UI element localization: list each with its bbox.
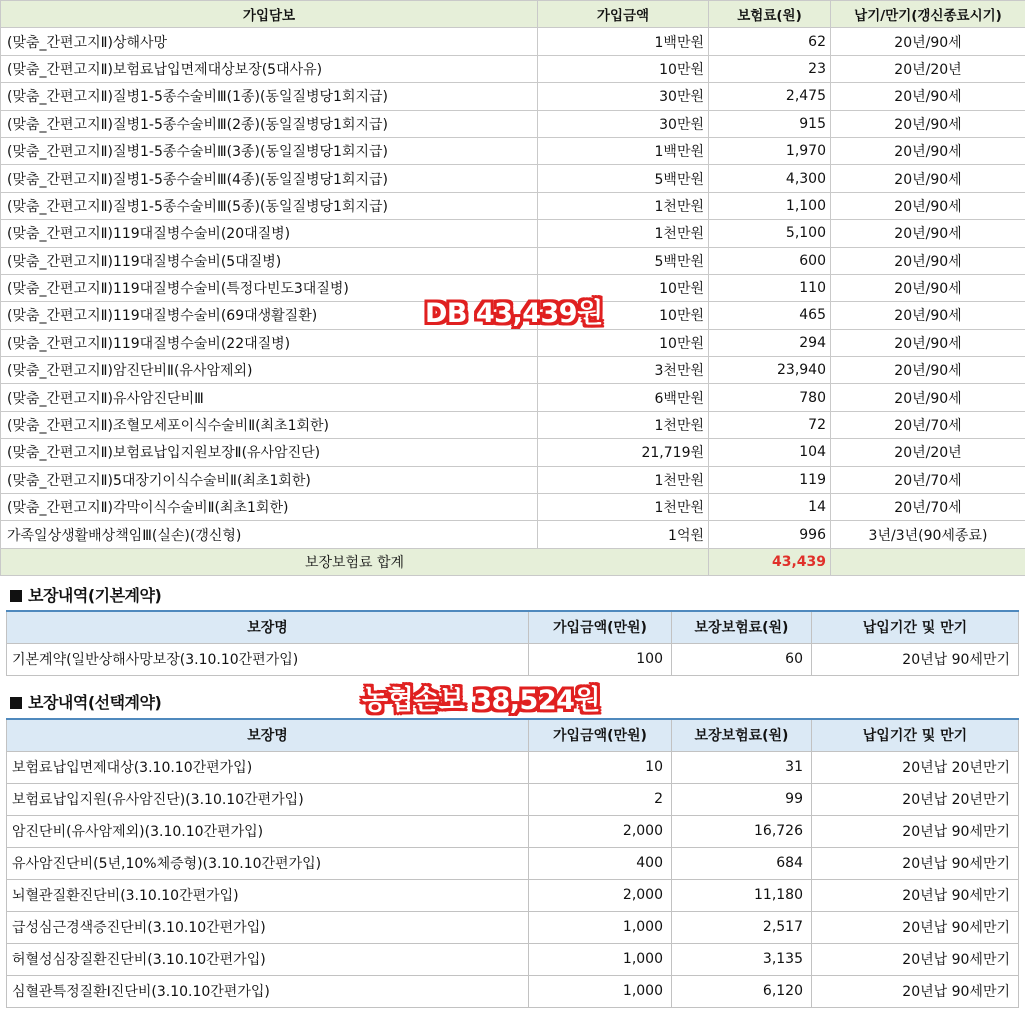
- coverage-name: 기본계약(일반상해사망보장(3.10.10간편가입): [7, 643, 529, 675]
- table-row: [1, 55, 1025, 82]
- table-row: [7, 847, 1019, 879]
- nh-optional-table: [6, 718, 1019, 1008]
- coverage-name: (맞춤_간편고지Ⅱ)각막이식수술비Ⅱ(최초1회한): [1, 494, 538, 521]
- coverage-term: 20년납 90세만기: [812, 815, 1019, 847]
- coverage-term: 20년납 90세만기: [812, 943, 1019, 975]
- coverage-term: 20년/70세: [831, 494, 1025, 521]
- coverage-amount: 21,719원: [538, 439, 709, 466]
- coverage-name: (맞춤_간편고지Ⅱ)보험료납입면제대상보장(5대사유): [1, 55, 538, 82]
- coverage-premium: 23,940: [709, 357, 831, 384]
- coverage-term: 20년/90세: [831, 83, 1025, 110]
- coverage-term: 20년납 90세만기: [812, 911, 1019, 943]
- coverage-amount: 6백만원: [538, 384, 709, 411]
- table-row: [1, 329, 1025, 356]
- coverage-amount: 2,000: [529, 879, 672, 911]
- square-bullet-icon: [10, 697, 22, 709]
- coverage-premium: 31: [672, 751, 812, 783]
- coverage-term: 20년/20년: [831, 439, 1025, 466]
- coverage-amount: 1천만원: [538, 220, 709, 247]
- coverage-amount: 3천만원: [538, 357, 709, 384]
- table-row: [1, 220, 1025, 247]
- coverage-term: 20년/90세: [831, 247, 1025, 274]
- table-row: [7, 911, 1019, 943]
- db-header-amount: 가입금액: [538, 1, 709, 28]
- table-row: [1, 83, 1025, 110]
- coverage-premium: 600: [709, 247, 831, 274]
- coverage-term: 20년납 90세만기: [812, 879, 1019, 911]
- table-row: [1, 411, 1025, 438]
- coverage-name: (맞춤_간편고지Ⅱ)119대질병수술비(5대질병): [1, 247, 538, 274]
- coverage-name: 암진단비(유사암제외)(3.10.10간편가입): [7, 815, 529, 847]
- total-empty-cell: [831, 548, 1025, 575]
- coverage-name: (맞춤_간편고지Ⅱ)질병1-5종수술비Ⅲ(4종)(동일질병당1회지급): [1, 165, 538, 192]
- coverage-premium: 5,100: [709, 220, 831, 247]
- square-bullet-icon: [10, 590, 22, 602]
- coverage-amount: 1,000: [529, 943, 672, 975]
- coverage-name: (맞춤_간편고지Ⅱ)5대장기이식수술비Ⅱ(최초1회한): [1, 466, 538, 493]
- table-row: [7, 943, 1019, 975]
- coverage-term: 20년/90세: [831, 28, 1025, 55]
- nh-basic-header-amount: 가입금액(만원): [529, 611, 672, 643]
- coverage-amount: 2,000: [529, 815, 672, 847]
- nh-basic-table: [6, 610, 1019, 676]
- coverage-name: 허혈성심장질환진단비(3.10.10간편가입): [7, 943, 529, 975]
- coverage-amount: 1백만원: [538, 137, 709, 164]
- db-header-row: [1, 1, 1025, 28]
- coverage-name: (맞춤_간편고지Ⅱ)질병1-5종수술비Ⅲ(2종)(동일질병당1회지급): [1, 110, 538, 137]
- coverage-amount: 1,000: [529, 911, 672, 943]
- coverage-amount: 400: [529, 847, 672, 879]
- coverage-premium: 915: [709, 110, 831, 137]
- coverage-term: 20년/90세: [831, 384, 1025, 411]
- table-row: [7, 643, 1019, 675]
- coverage-name: (맞춤_간편고지Ⅱ)질병1-5종수술비Ⅲ(3종)(동일질병당1회지급): [1, 137, 538, 164]
- table-row: [1, 247, 1025, 274]
- table-row: [7, 783, 1019, 815]
- nh-optional-header-term: 납입기간 및 만기: [812, 719, 1019, 751]
- coverage-premium: 294: [709, 329, 831, 356]
- coverage-name: (맞춤_간편고지Ⅱ)조혈모세포이식수술비Ⅱ(최초1회한): [1, 411, 538, 438]
- db-header-term: 납기/만기(갱신종료시기): [831, 1, 1025, 28]
- coverage-term: 20년/70세: [831, 411, 1025, 438]
- coverage-name: 급성심근경색증진단비(3.10.10간편가입): [7, 911, 529, 943]
- coverage-name: (맞춤_간편고지Ⅱ)암진단비Ⅱ(유사암제외): [1, 357, 538, 384]
- coverage-name: 가족일상생활배상책임Ⅲ(실손)(갱신형): [1, 521, 538, 548]
- coverage-premium: 3,135: [672, 943, 812, 975]
- coverage-premium: 23: [709, 55, 831, 82]
- table-row: [7, 751, 1019, 783]
- db-header-coverage: 가입담보: [1, 1, 538, 28]
- coverage-term: 20년/90세: [831, 329, 1025, 356]
- coverage-premium: 14: [709, 494, 831, 521]
- coverage-amount: 1천만원: [538, 494, 709, 521]
- table-row: [1, 165, 1025, 192]
- coverage-name: (맞춤_간편고지Ⅱ)119대질병수술비(22대질병): [1, 329, 538, 356]
- coverage-premium: 16,726: [672, 815, 812, 847]
- table-row: [7, 815, 1019, 847]
- coverage-term: 20년/90세: [831, 357, 1025, 384]
- nh-optional-header-row: [7, 719, 1019, 751]
- coverage-term: 20년납 90세만기: [812, 847, 1019, 879]
- coverage-term: 20년납 20년만기: [812, 783, 1019, 815]
- table-row: [1, 466, 1025, 493]
- coverage-premium: 110: [709, 274, 831, 301]
- table-row: [1, 439, 1025, 466]
- coverage-premium: 780: [709, 384, 831, 411]
- table-row: [1, 137, 1025, 164]
- coverage-term: 3년/3년(90세종료): [831, 521, 1025, 548]
- coverage-premium: 2,475: [709, 83, 831, 110]
- nh-basic-header-premium: 보장보험료(원): [672, 611, 812, 643]
- coverage-amount: 10만원: [538, 55, 709, 82]
- coverage-term: 20년/90세: [831, 110, 1025, 137]
- coverage-name: 유사암진단비(5년,10%체증형)(3.10.10간편가입): [7, 847, 529, 879]
- section-title-basic: 보장내역(기본계약): [10, 583, 161, 606]
- coverage-amount: 1,000: [529, 975, 672, 1007]
- coverage-term: 20년/90세: [831, 165, 1025, 192]
- table-row: [1, 357, 1025, 384]
- coverage-premium: 4,300: [709, 165, 831, 192]
- coverage-premium: 99: [672, 783, 812, 815]
- coverage-term: 20년/90세: [831, 220, 1025, 247]
- coverage-amount: 1백만원: [538, 28, 709, 55]
- coverage-premium: 6,120: [672, 975, 812, 1007]
- coverage-name: 뇌혈관질환진단비(3.10.10간편가입): [7, 879, 529, 911]
- coverage-premium: 996: [709, 521, 831, 548]
- coverage-amount: 100: [529, 643, 672, 675]
- coverage-premium: 2,517: [672, 911, 812, 943]
- table-row: [1, 521, 1025, 548]
- coverage-premium: 104: [709, 439, 831, 466]
- coverage-name: (맞춤_간편고지Ⅱ)보험료납입지원보장Ⅱ(유사암진단): [1, 439, 538, 466]
- table-row: [1, 28, 1025, 55]
- table-row: [1, 110, 1025, 137]
- coverage-name: (맞춤_간편고지Ⅱ)119대질병수술비(20대질병): [1, 220, 538, 247]
- coverage-premium: 1,100: [709, 192, 831, 219]
- coverage-amount: 10만원: [538, 274, 709, 301]
- coverage-name: (맞춤_간편고지Ⅱ)질병1-5종수술비Ⅲ(5종)(동일질병당1회지급): [1, 192, 538, 219]
- nh-total-overlay-label: 농협손보 38,524원: [362, 685, 600, 716]
- coverage-amount: 30만원: [538, 110, 709, 137]
- coverage-name: 심혈관특정질환Ⅰ진단비(3.10.10간편가입): [7, 975, 529, 1007]
- coverage-amount: 1천만원: [538, 466, 709, 493]
- nh-optional-header-premium: 보장보험료(원): [672, 719, 812, 751]
- nh-optional-table-body: [7, 751, 1019, 1007]
- coverage-name: (맞춤_간편고지Ⅱ)유사암진단비Ⅲ: [1, 384, 538, 411]
- db-total-overlay-label: DB 43,439원: [425, 298, 603, 329]
- coverage-amount: 1천만원: [538, 192, 709, 219]
- coverage-name: (맞춤_간편고지Ⅱ)119대질병수술비(특정다빈도3대질병): [1, 274, 538, 301]
- coverage-amount: 30만원: [538, 83, 709, 110]
- table-row: [1, 384, 1025, 411]
- table-row: [1, 494, 1025, 521]
- coverage-name: 보험료납입면제대상(3.10.10간편가입): [7, 751, 529, 783]
- coverage-amount: 2: [529, 783, 672, 815]
- coverage-premium: 465: [709, 302, 831, 329]
- coverage-term: 20년납 20년만기: [812, 751, 1019, 783]
- coverage-term: 20년/20년: [831, 55, 1025, 82]
- coverage-name: (맞춤_간편고지Ⅱ)상해사망: [1, 28, 538, 55]
- nh-basic-header-term: 납입기간 및 만기: [812, 611, 1019, 643]
- section-title-optional: 보장내역(선택계약): [10, 690, 161, 713]
- coverage-name: (맞춤_간편고지Ⅱ)119대질병수술비(69대생활질환): [1, 302, 538, 329]
- coverage-amount: 10: [529, 751, 672, 783]
- coverage-amount: 1억원: [538, 521, 709, 548]
- coverage-premium: 11,180: [672, 879, 812, 911]
- coverage-term: 20년/70세: [831, 466, 1025, 493]
- coverage-term: 20년/90세: [831, 302, 1025, 329]
- nh-basic-table-body: [7, 643, 1019, 675]
- coverage-amount: 10만원: [538, 302, 709, 329]
- table-row: [7, 879, 1019, 911]
- coverage-term: 20년납 90세만기: [812, 975, 1019, 1007]
- coverage-premium: 684: [672, 847, 812, 879]
- coverage-name: 보험료납입지원(유사암진단)(3.10.10간편가입): [7, 783, 529, 815]
- coverage-term: 20년/90세: [831, 274, 1025, 301]
- coverage-amount: 10만원: [538, 329, 709, 356]
- table-row: [1, 192, 1025, 219]
- nh-optional-header-amount: 가입금액(만원): [529, 719, 672, 751]
- coverage-term: 20년납 90세만기: [812, 643, 1019, 675]
- coverage-premium: 72: [709, 411, 831, 438]
- coverage-premium: 119: [709, 466, 831, 493]
- coverage-premium: 62: [709, 28, 831, 55]
- coverage-name: (맞춤_간편고지Ⅱ)질병1-5종수술비Ⅲ(1종)(동일질병당1회지급): [1, 83, 538, 110]
- coverage-term: 20년/90세: [831, 137, 1025, 164]
- db-header-premium: 보험료(원): [709, 1, 831, 28]
- coverage-premium: 1,970: [709, 137, 831, 164]
- coverage-term: 20년/90세: [831, 192, 1025, 219]
- table-row: [7, 975, 1019, 1007]
- coverage-amount: 5백만원: [538, 165, 709, 192]
- nh-basic-header-row: [7, 611, 1019, 643]
- total-label: 보장보험료 합계: [1, 548, 709, 575]
- coverage-premium: 60: [672, 643, 812, 675]
- nh-basic-header-name: 보장명: [7, 611, 529, 643]
- total-row: [1, 548, 1025, 575]
- coverage-amount: 1천만원: [538, 411, 709, 438]
- nh-optional-header-name: 보장명: [7, 719, 529, 751]
- total-value: 43,439: [709, 548, 831, 575]
- coverage-amount: 5백만원: [538, 247, 709, 274]
